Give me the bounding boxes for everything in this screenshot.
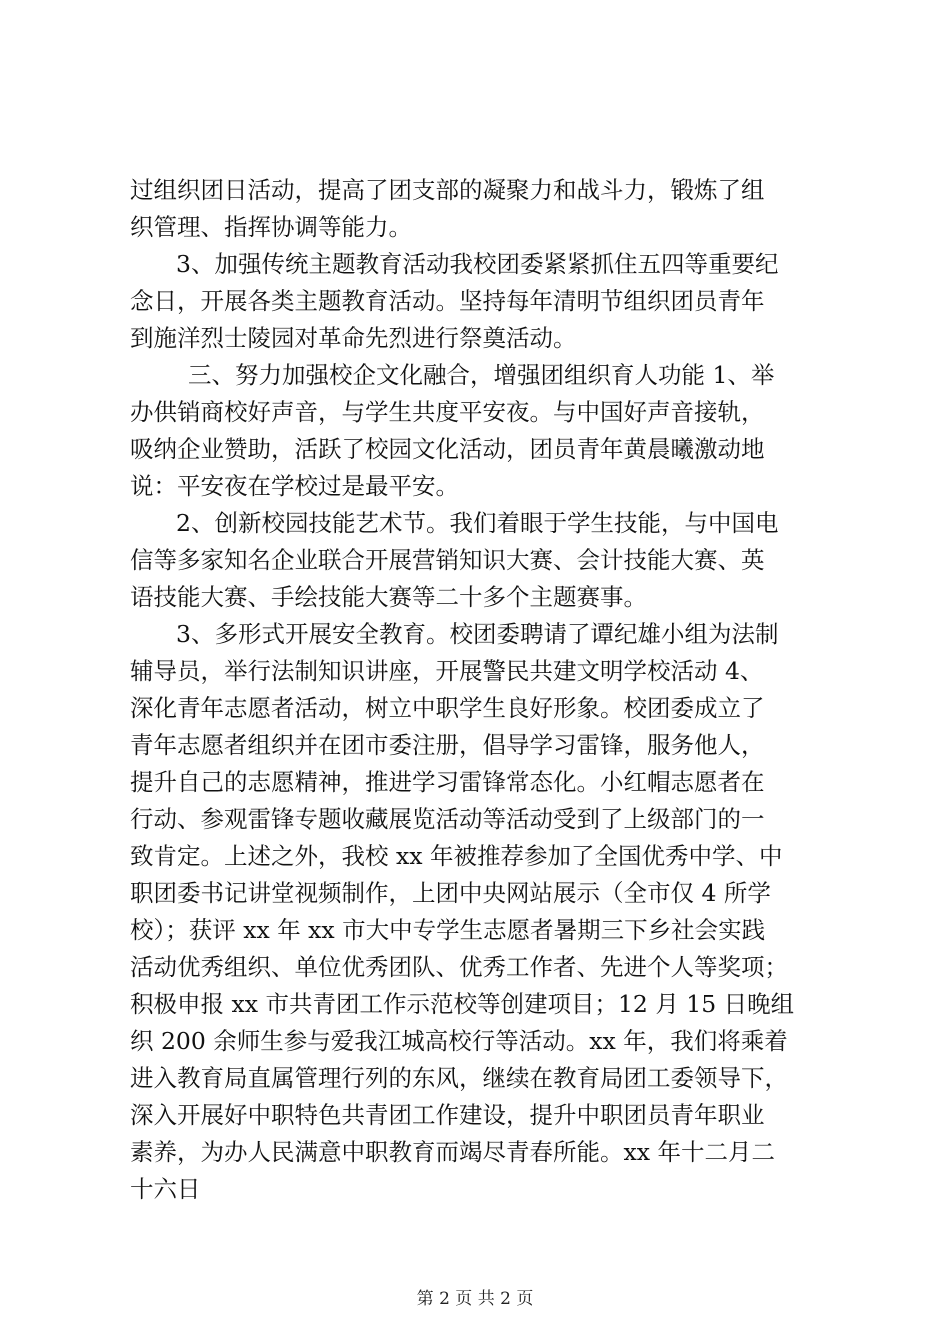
text-line: 说：平安夜在学校过是最平安。 (130, 472, 459, 500)
text-line: 职团委书记讲堂视频制作，上团中央网站展示（全市仅 4 所学 (130, 879, 771, 907)
text-line: 语技能大赛、手绘技能大赛等二十多个主题赛事。 (130, 583, 647, 611)
text-line: 3、加强传统主题教育活动我校团委紧紧抓住五四等重要纪 (176, 250, 779, 278)
text-line: 校）；获评 xx 年 xx 市大中专学生志愿者暑期三下乡社会实践 (130, 916, 766, 944)
text-line: 办供销商校好声音，与学生共度平安夜。与中国好声音接轨， (130, 398, 765, 426)
text-line: 深化青年志愿者活动，树立中职学生良好形象。校团委成立了 (130, 694, 765, 722)
text-line: 活动优秀组织、单位优秀团队、优秀工作者、先进个人等奖项； (130, 953, 788, 981)
text-line: 织管理、指挥协调等能力。 (130, 213, 412, 241)
text-line: 提升自己的志愿精神，推进学习雷锋常态化。小红帽志愿者在 (130, 768, 765, 796)
text-line: 深入开展好中职特色共青团工作建设，提升中职团员青年职业 (130, 1101, 765, 1129)
document-body (130, 172, 836, 1208)
text-line: 到施洋烈士陵园对革命先烈进行祭奠活动。 (130, 324, 577, 352)
text-line: 3、多形式开展安全教育。校团委聘请了谭纪雄小组为法制 (176, 620, 779, 648)
text-line: 进入教育局直属管理行列的东风，继续在教育局团工委领导下， (130, 1064, 788, 1092)
text-line: 织 200 余师生参与爱我江城高校行等活动。xx 年，我们将乘着 (130, 1027, 788, 1055)
text-line: 过组织团日活动，提高了团支部的凝聚力和战斗力，锻炼了组 (130, 176, 765, 204)
text-line: 行动、参观雷锋专题收藏展览活动等活动受到了上级部门的一 (130, 805, 765, 833)
text-line: 三、努力加强校企文化融合，增强团组织育人功能 1、举 (188, 361, 775, 389)
text-line: 吸纳企业赞助，活跃了校园文化活动，团员青年黄晨曦激动地 (130, 435, 765, 463)
text-line: 积极申报 xx 市共青团工作示范校等创建项目；12 月 15 日晚组 (130, 990, 795, 1018)
text-line: 致肯定。上述之外，我校 xx 年被推荐参加了全国优秀中学、中 (130, 842, 783, 870)
text-line: 十六日 (130, 1175, 201, 1203)
text-line: 念日，开展各类主题教育活动。坚持每年清明节组织团员青年 (130, 287, 765, 315)
text-line: 素养，为办人民满意中职教育而竭尽青春所能。xx 年十二月二 (130, 1138, 775, 1166)
page-number-footer: 第 2 页 共 2 页 (416, 1289, 534, 1309)
text-line: 辅导员，举行法制知识讲座，开展警民共建文明学校活动 4、 (130, 657, 764, 685)
text-line: 信等多家知名企业联合开展营销知识大赛、会计技能大赛、英 (130, 546, 765, 574)
text-line: 青年志愿者组织并在团市委注册，倡导学习雷锋，服务他人， (130, 731, 765, 759)
text-line: 2、创新校园技能艺术节。我们着眼于学生技能，与中国电 (176, 509, 779, 537)
